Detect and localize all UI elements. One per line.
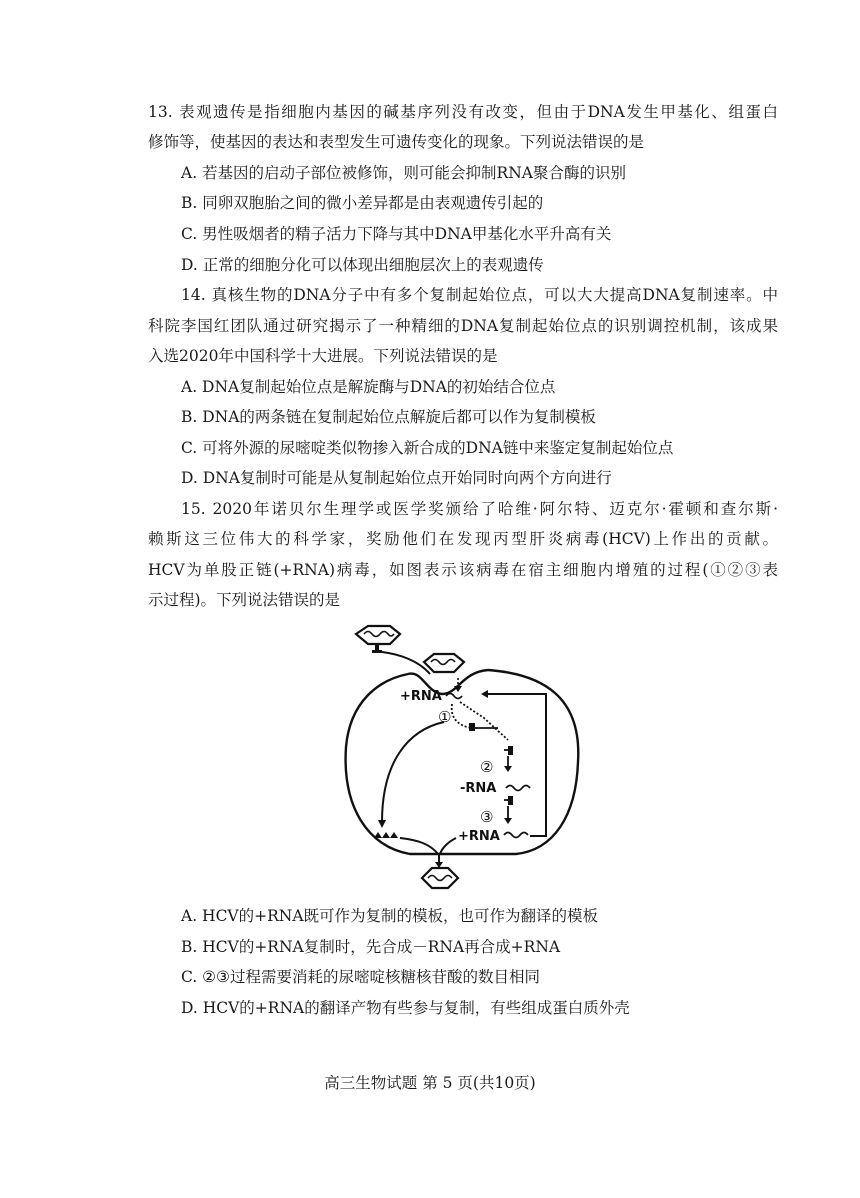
q14-option-a: A. DNA复制起始位点是解旋酶与DNA的初始结合位点 bbox=[181, 378, 556, 396]
q13-stem-line-2: 修饰等，使基因的表达和表型发生可遗传变化的现象。下列说法错误的是 bbox=[148, 133, 645, 151]
label-plus-rna-bottom: +RNA bbox=[458, 829, 500, 844]
q13-option-b: B. 同卵双胞胎之间的微小差异都是由表观遗传引起的 bbox=[181, 194, 544, 212]
q14-option-c: C. 可将外源的尿嘧啶类似物掺入新合成的DNA链中来鉴定复制起始位点 bbox=[181, 439, 674, 457]
q13-option-d: D. 正常的细胞分化可以体现出细胞层次上的表观遗传 bbox=[181, 256, 544, 274]
q14-stem-line-1: 14. 真核生物的DNA分子中有多个复制起始位点，可以大大提高DNA复制速率。中 bbox=[181, 286, 778, 304]
q15-option-a: A. HCV的+RNA既可作为复制的模板，也可作为翻译的模板 bbox=[181, 907, 599, 925]
label-plus-rna-top: +RNA bbox=[400, 689, 442, 704]
q15-stem-line-3: HCV为单股正链(+RNA)病毒，如图表示该病毒在宿主细胞内增殖的过程(①②③表 bbox=[148, 561, 778, 579]
entry-arrow bbox=[382, 652, 430, 674]
host-cell-membrane bbox=[346, 670, 579, 854]
q14-option-b: B. DNA的两条链在复制起始位点解旋后都可以作为复制模板 bbox=[181, 408, 596, 426]
virus-outside-icon bbox=[356, 626, 400, 653]
rna-strand-bottom bbox=[504, 833, 528, 838]
q15-stem-line-1: 15. 2020年诺贝尔生理学或医学奖颁给了哈维·阿尔特、迈克尔·霍顿和查尔斯· bbox=[181, 500, 778, 518]
label-minus-rna: -RNA bbox=[460, 781, 497, 796]
q14-option-d: D. DNA复制时可能是从复制起始位点开始同时向两个方向进行 bbox=[181, 469, 612, 487]
return-arrow bbox=[488, 694, 546, 836]
q15-stem-line-2: 赖斯这三位伟大的科学家，奖励他们在发现丙型肝炎病毒(HCV)上作出的贡献。 bbox=[148, 530, 778, 548]
label-process-1: ① bbox=[438, 708, 452, 726]
q15-option-b: B. HCV的+RNA复制时，先合成－RNA再合成+RNA bbox=[181, 938, 561, 956]
rna-strand-minus bbox=[506, 786, 530, 791]
q14-stem-line-2: 科院李国红团队通过研究揭示了一种精细的DNA复制起始位点的识别调控机制，该成果 bbox=[148, 317, 778, 335]
q15-stem-line-4: 示过程)。下列说法错误的是 bbox=[148, 591, 341, 609]
virus-entering-icon bbox=[424, 654, 464, 672]
label-process-3: ③ bbox=[480, 808, 494, 826]
q15-option-c: C. ②③过程需要消耗的尿嘧啶核糖核苷酸的数目相同 bbox=[181, 968, 540, 986]
q14-stem-line-3: 入选2020年中国科学十大进展。下列说法错误的是 bbox=[148, 347, 498, 365]
capsid-proteins-icon bbox=[374, 832, 398, 838]
hcv-replication-diagram bbox=[338, 622, 588, 890]
new-virus-icon bbox=[422, 868, 458, 888]
q13-option-c: C. 男性吸烟者的精子活力下降与其中DNA甲基化水平升高有关 bbox=[181, 225, 612, 243]
label-process-2: ② bbox=[480, 758, 494, 776]
q15-option-d: D. HCV的+RNA的翻译产物有些参与复制，有些组成蛋白质外壳 bbox=[181, 999, 630, 1017]
q13-stem-line-1: 13. 表观遗传是指细胞内基因的碱基序列没有改变，但由于DNA发生甲基化、组蛋白 bbox=[148, 103, 778, 121]
q13-option-a: A. 若基因的启动子部位被修饰，则可能会抑制RNA聚合酶的识别 bbox=[181, 164, 626, 182]
rna-strand-top bbox=[446, 694, 462, 699]
page-footer: 高三生物试题 第 5 页(共10页) bbox=[324, 1074, 536, 1092]
translation-arrow bbox=[382, 722, 444, 822]
